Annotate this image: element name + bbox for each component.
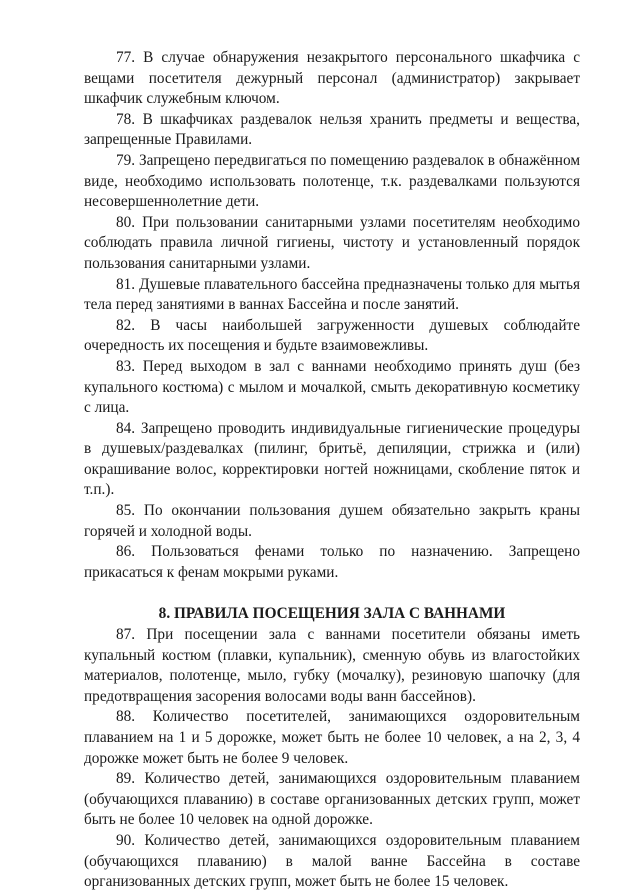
paragraph-77: 77. В случае обнаружения незакрытого персонального шкафчика с вещами посетителя дежурный персонал (администратор) закрывает шкафчик служебным ключом. [84, 49, 580, 108]
paragraph-90: 90. Количество детей, занимающихся оздоровительным плаванием (обучающихся плаванию) в малой ванне Бассейна в составе организованных детских групп, может быть не более 15 человек. [84, 831, 580, 891]
paragraph-89: 89. Количество детей, занимающихся оздоровительным плаванием (обучающихся плаванию) в составе организованных детских групп, может быть не более 10 человек на одной дорожке. [84, 770, 580, 829]
paragraph-83: 83. Перед выходом в зал с ваннами необходимо принять душ (без купального костюма) с мылом и мочалкой, смыть декоративную косметику с лица. [84, 357, 580, 417]
paragraph-86: 86. Пользоваться фенами только по назначению. Запрещено прикасаться к фенам мокрыми руками. [84, 543, 580, 581]
paragraph-85: 85. По окончании пользования душем обязательно закрыть краны горячей и холодной воды. [84, 502, 580, 540]
paragraph-78: 78. В шкафчиках раздевалок нельзя хранить предметы и вещества, запрещенные Правилами. [84, 110, 580, 149]
paragraph-81: 81. Душевые плавательного бассейна предназначены только для мытья тела перед занятиями в ваннах Бассейна и после занятий. [84, 275, 580, 314]
paragraph-87: 87. При посещении зала с ваннами посетители обязаны иметь купальный костюм (плавки, купальник), сменную обувь из влагостойких материалов, полотенце, мыло, губку (мочалку), резиновую шапочку (для предотвращения засорения волосами воды ванн бассейнов). [84, 626, 580, 705]
paragraph-84: 84. Запрещено проводить индивидуальные гигиенические процедуры в душевых/раздевалках (пилинг, бритьё, депиляции, стрижка и (или) окрашивание волос, корректировки ногтей ножницами, скобление пяток и т.п.). [84, 419, 580, 499]
paragraph-80: 80. При пользовании санитарными узлами посетителям необходимо соблюдать правила личной гигиены, чистоту и установленный порядок пользования санитарными узлами. [84, 213, 580, 272]
paragraph-79: 79. Запрещено передвигаться по помещению раздевалок в обнажённом виде, необходимо использовать полотенце, т.к. раздевалками пользуются несовершеннолетние дети. [84, 151, 580, 211]
paragraph-82: 82. В часы наибольшей загруженности душевых соблюдайте очередность их посещения и будьте взаимовежливы. [84, 316, 580, 355]
section-heading: 8. ПРАВИЛА ПОСЕЩЕНИЯ ЗАЛА С ВАННАМИ [158, 605, 506, 623]
paragraph-88: 88. Количество посетителей, занимающихся оздоровительным плаванием на 1 и 5 дорожке, может быть не более 10 человек, а на 2, 3, 4 дорожке может быть не более 9 человек. [84, 708, 580, 767]
